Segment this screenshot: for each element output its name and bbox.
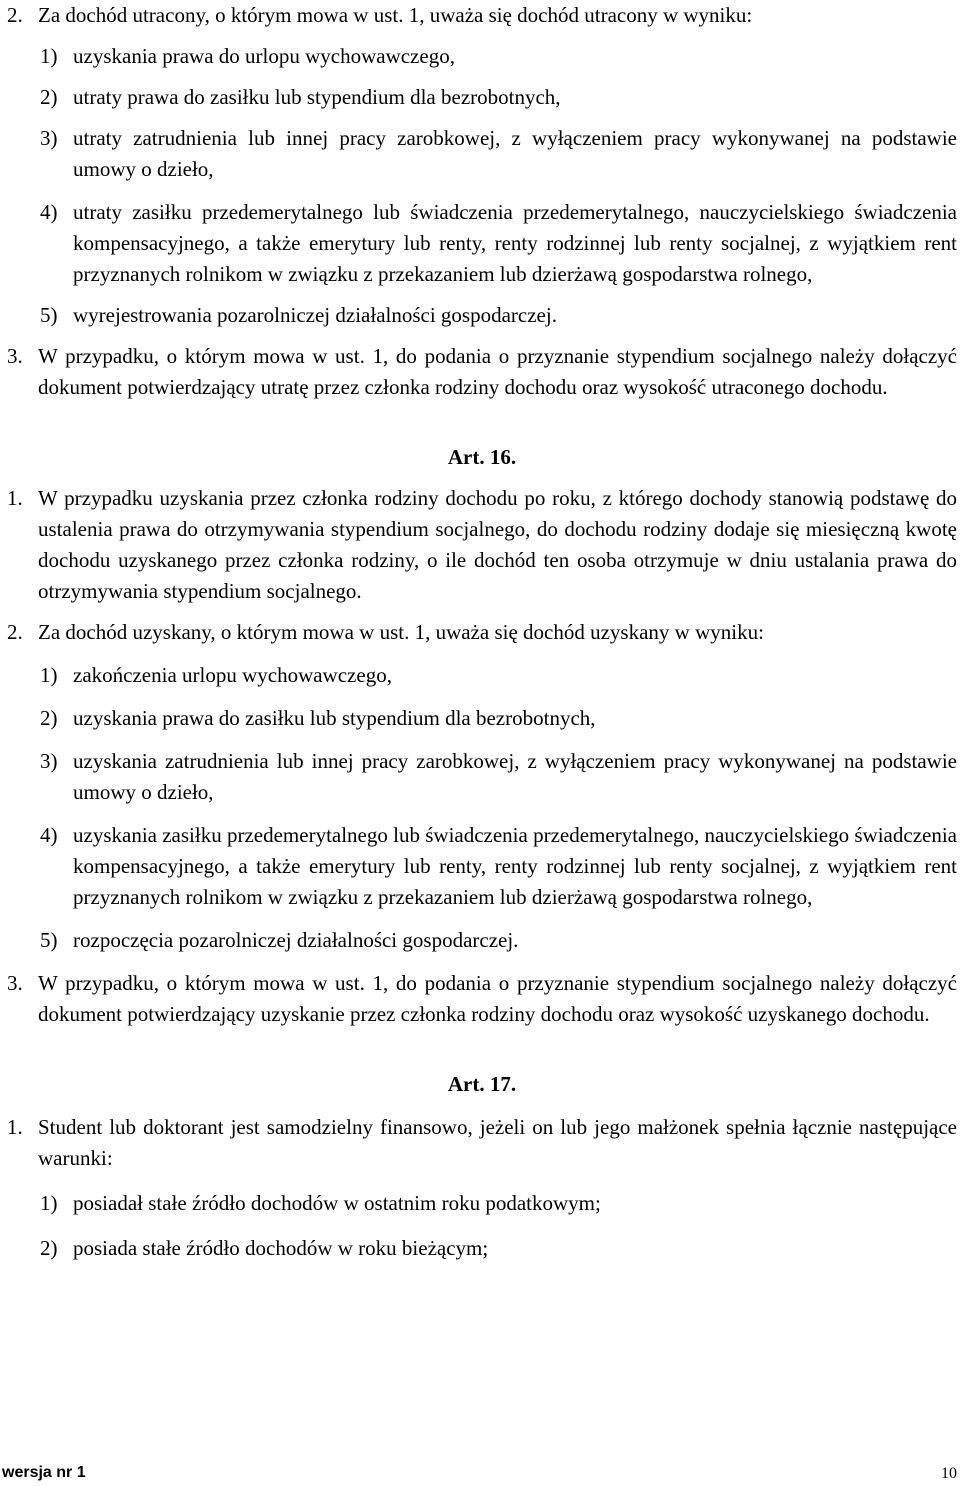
article-16-paragraph-3 xyxy=(7,968,957,1030)
paragraph-text: W przypadku uzyskania przez członka rodziny dochodu po roku, z którego dochody stanowią podstawę do ustalenia prawa do otrzymywania stypendium socjalnego, do dochodu rodziny dodaje się miesięczną kwotę dochodu uzyskanego przez członka rodziny, o ile dochód ten osoba otrzymuje w dniu ustalania prawa do otrzymywania stypendium socjalnego. xyxy=(38,486,957,603)
item-number: 2) xyxy=(40,1236,58,1260)
paragraph-text: W przypadku, o którym mowa w ust. 1, do podania o przyznanie stypendium socjalnego należy dołączyć dokument potwierdzający utratę przez członka rodziny dochodu oraz wysokość utraconego dochodu. xyxy=(38,344,957,399)
version-label: wersja nr 1 xyxy=(2,1464,86,1481)
item-number: 1) xyxy=(40,44,58,68)
paragraph-number: 2. xyxy=(7,620,23,644)
item-text: utraty zasiłku przedemerytalnego lub świadczenia przedemerytalnego, nauczycielskiego świadczenia kompensacyjnego, a także emerytury lub renty, renty rodzinnej lub renty socjalnej, z wyjątkiem rent przyznanych rolnikom w związku z przekazaniem lub dzierżawą gospodarstwa rolnego, xyxy=(73,200,957,286)
page-number: 10 xyxy=(941,1465,957,1482)
item-text: wyrejestrowania pozarolniczej działalności gospodarczej. xyxy=(73,303,557,327)
paragraph-number: 3. xyxy=(7,971,23,995)
paragraph-text: Student lub doktorant jest samodzielny finansowo, jeżeli on lub jego małżonek spełnia łącznie następujące warunki: xyxy=(38,1115,957,1170)
paragraph-2 xyxy=(7,0,957,31)
paragraph-number: 2. xyxy=(7,3,23,27)
item-text: uzyskania prawa do zasiłku lub stypendium dla bezrobotnych, xyxy=(73,706,596,730)
paragraph-number: 1. xyxy=(7,1115,23,1139)
item-text: rozpoczęcia pozarolniczej działalności gospodarczej. xyxy=(73,928,519,952)
list-item xyxy=(7,1188,957,1219)
item-text: uzyskania prawa do urlopu wychowawczego, xyxy=(73,44,455,68)
item-number: 2) xyxy=(40,85,58,109)
paragraph-text: Za dochód uzyskany, o którym mowa w ust. 1, uważa się dochód uzyskany w wyniku: xyxy=(38,620,764,644)
item-number: 3) xyxy=(40,126,58,150)
item-text: posiadał stałe źródło dochodów w ostatnim roku podatkowym; xyxy=(73,1191,601,1215)
paragraph-3 xyxy=(7,341,957,403)
article-heading-16: Art. 16. xyxy=(447,445,517,469)
paragraph-number: 1. xyxy=(7,486,23,510)
list-item xyxy=(7,300,957,331)
item-number: 4) xyxy=(40,823,58,847)
document-body xyxy=(7,0,957,1264)
paragraph-number: 3. xyxy=(7,344,23,368)
list-item xyxy=(7,703,957,734)
item-text: utraty zatrudnienia lub innej pracy zarobkowej, z wyłączeniem pracy wykonywanej na podstawie umowy o dzieło, xyxy=(73,126,957,181)
item-number: 2) xyxy=(40,706,58,730)
list-item xyxy=(7,820,957,913)
article-heading-17: Art. 17. xyxy=(447,1072,517,1096)
list-item xyxy=(7,82,957,113)
item-number: 5) xyxy=(40,303,58,327)
item-number: 4) xyxy=(40,200,58,224)
item-number: 1) xyxy=(40,663,58,687)
item-text: zakończenia urlopu wychowawczego, xyxy=(73,663,392,687)
item-text: utraty prawa do zasiłku lub stypendium dla bezrobotnych, xyxy=(73,85,561,109)
list-item xyxy=(7,746,957,808)
list-item xyxy=(7,41,957,72)
item-number: 5) xyxy=(40,928,58,952)
list-item xyxy=(7,197,957,290)
item-number: 3) xyxy=(40,749,58,773)
article-16-paragraph-1 xyxy=(7,483,957,607)
list-item xyxy=(7,925,957,956)
list-item xyxy=(7,660,957,691)
item-text: uzyskania zatrudnienia lub innej pracy zarobkowej, z wyłączeniem pracy wykonywanej na podstawie umowy o dzieło, xyxy=(73,749,957,804)
item-number: 1) xyxy=(40,1191,58,1215)
list-item xyxy=(7,123,957,185)
list-item xyxy=(7,1233,957,1264)
article-17-paragraph-1 xyxy=(7,1112,957,1174)
item-text: posiada stałe źródło dochodów w roku bieżącym; xyxy=(73,1236,489,1260)
article-16-paragraph-2 xyxy=(7,617,957,648)
item-text: uzyskania zasiłku przedemerytalnego lub świadczenia przedemerytalnego, nauczycielskiego świadczenia kompensacyjnego, a także emerytury lub renty, renty rodzinnej lub renty socjalnej, z wyjątkiem rent przyznanych rolnikom w związku z przekazaniem lub dzierżawą gospodarstwa rolnego, xyxy=(73,823,957,909)
paragraph-text: W przypadku, o którym mowa w ust. 1, do podania o przyznanie stypendium socjalnego należy dołączyć dokument potwierdzający uzyskanie przez członka rodziny dochodu oraz wysokość uzyskanego dochodu. xyxy=(38,971,957,1026)
paragraph-text: Za dochód utracony, o którym mowa w ust. 1, uważa się dochód utracony w wyniku: xyxy=(38,3,753,27)
